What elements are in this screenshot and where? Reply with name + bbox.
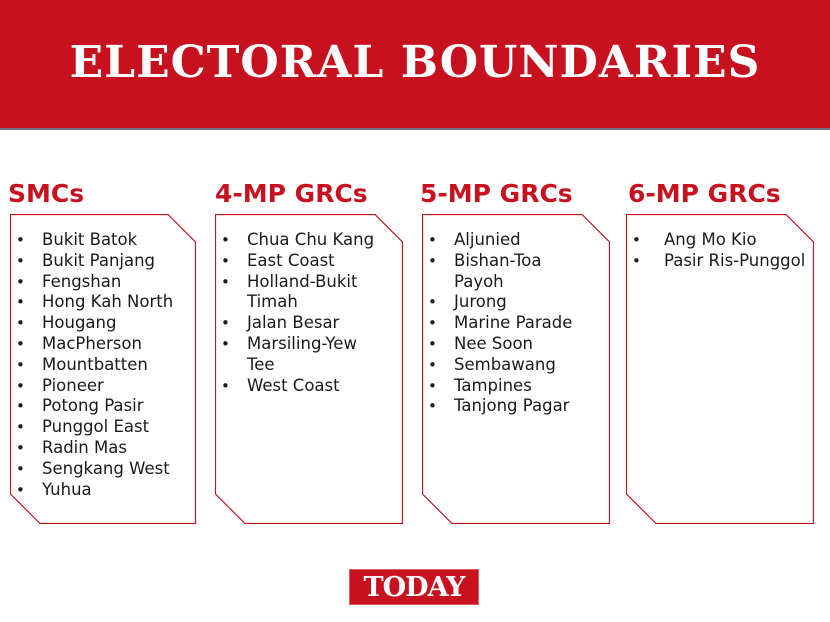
list-item: • Punggol East — [10, 417, 173, 438]
list-item — [215, 334, 374, 376]
list-item: • Mountbatten — [10, 355, 173, 376]
column-heading: 6-MP GRCs — [628, 179, 781, 208]
list-item: • Tanjong Pagar — [422, 396, 572, 417]
list-item-text: Bishan-Toa Payoh — [454, 250, 542, 291]
list-item: • Ang Mo Kio — [626, 230, 805, 251]
list-item — [215, 251, 374, 272]
list-item: • Nee Soon — [422, 334, 572, 355]
list-item: • Sembawang — [422, 355, 572, 376]
list-card — [422, 214, 610, 524]
list-item: • Pasir Ris-Punggol — [626, 251, 805, 272]
list-item: • Tampines — [422, 376, 572, 397]
list-item: • Bukit Batok — [10, 230, 173, 251]
list — [626, 230, 805, 272]
list-item — [422, 251, 572, 293]
list — [10, 230, 173, 500]
list-card — [626, 214, 814, 524]
list-item: • Aljunied — [422, 230, 572, 251]
list-item: • Hong Kah North — [10, 292, 173, 313]
list-item: • MacPherson — [10, 334, 173, 355]
list-card — [10, 214, 196, 524]
list — [215, 230, 374, 396]
list — [422, 230, 572, 417]
list-item: • Sengkang West — [10, 459, 173, 480]
list-item: • Bukit Panjang — [10, 251, 173, 272]
header-banner — [0, 0, 830, 130]
list-item: • West Coast — [215, 376, 374, 397]
list-item — [215, 272, 374, 314]
column-5mp-grcs — [420, 178, 573, 416]
column-4mp-grcs — [215, 178, 375, 395]
column-heading: 4-MP GRCs — [215, 179, 368, 208]
list-item: • Marine Parade — [422, 313, 572, 334]
list-item: • Jurong — [422, 292, 572, 313]
column-6mp-grcs — [628, 178, 806, 270]
list-item: • Radin Mas — [10, 438, 173, 459]
list-item-text: East Coast — [247, 250, 335, 270]
logo-text: TODAY — [363, 571, 465, 603]
list-card — [215, 214, 403, 524]
today-logo — [349, 569, 479, 605]
list-item: • Chua Chu Kang — [215, 230, 374, 251]
list-item: • Potong Pasir — [10, 396, 173, 417]
list-item: • Fengshan — [10, 272, 173, 293]
list-item: • Jalan Besar — [215, 313, 374, 334]
column-smcs — [8, 178, 174, 499]
list-item-text: Holland-Bukit Timah — [247, 271, 358, 312]
list-item: • Pioneer — [10, 376, 173, 397]
column-heading: 5-MP GRCs — [420, 179, 573, 208]
list-item: • Hougang — [10, 313, 173, 334]
column-heading: SMCs — [8, 179, 85, 208]
page-title: ELECTORAL BOUNDARIES — [69, 36, 761, 88]
list-item: • Yuhua — [10, 480, 173, 501]
list-item-text: Marsiling-Yew Tee — [247, 333, 357, 374]
